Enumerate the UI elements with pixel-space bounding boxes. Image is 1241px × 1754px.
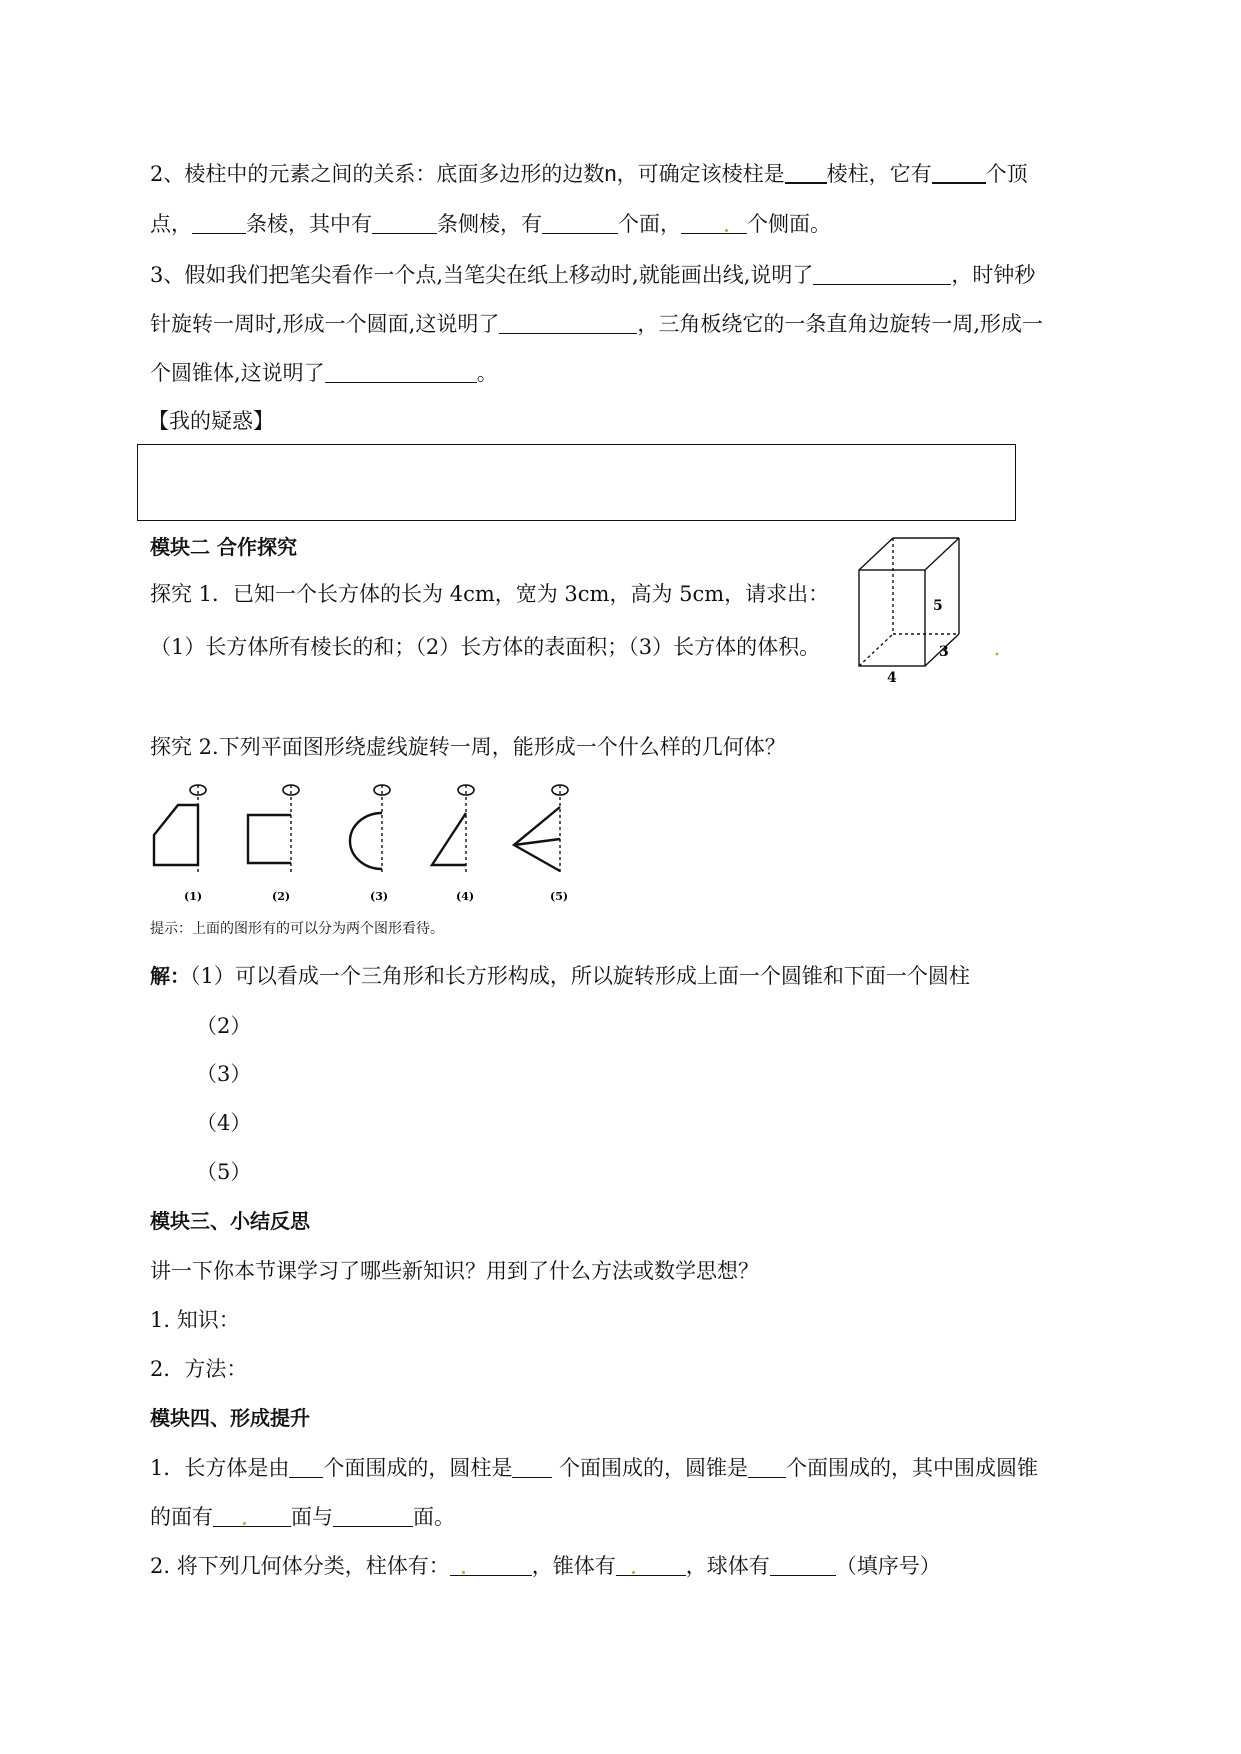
m4-q1-line2	[150, 1506, 455, 1528]
m4-q1-text: 个面围成的，其中围成圆锥	[786, 1456, 1039, 1480]
q3-text: 。	[476, 361, 498, 385]
answer-blank[interactable]	[770, 1555, 836, 1576]
figure-4-right-triangle	[432, 785, 474, 875]
module3-title: 模块三、小结反思	[150, 1209, 310, 1233]
m4-q1-text: 的面有	[150, 1505, 213, 1529]
answer-item: （5）	[196, 1160, 252, 1184]
figure-2-rectangle	[248, 785, 299, 875]
q2-text: 条棱，其中有	[246, 212, 372, 236]
module4-title: 模块四、形成提升	[150, 1406, 310, 1430]
doubt-input-box[interactable]	[137, 444, 1016, 521]
hint-text: 提示：上面的图形有的可以分为两个图形看待。	[150, 921, 444, 937]
answer-blank[interactable]	[813, 264, 951, 285]
q2-line2	[150, 213, 831, 235]
m4-q1-text: 1．长方体是由	[150, 1456, 290, 1480]
answer-blank[interactable]	[450, 1555, 532, 1576]
q2-text: ，可确定该棱柱是	[616, 162, 785, 186]
q3-text: ，时钟秒	[951, 263, 1036, 287]
figure-1-trapezoid	[154, 785, 206, 875]
answer-1-text: （1）可以看成一个三角形和长方形构成，所以旋转形成上面一个圆锥和下面一个圆柱	[190, 964, 970, 988]
m4-q2-line	[150, 1555, 941, 1577]
answer-blank[interactable]	[192, 213, 246, 234]
answer-blank[interactable]	[932, 162, 986, 184]
m4-q1-text: 面。	[413, 1505, 455, 1529]
doubt-label: 【我的疑惑】	[148, 409, 274, 433]
answer-item: （3）	[196, 1062, 252, 1086]
cuboid-figure	[855, 534, 1015, 684]
answer-item: （4）	[196, 1111, 252, 1135]
m4-q2-text: ，锥体有	[531, 1554, 616, 1578]
figure-label: (5)	[550, 890, 569, 903]
figure-label: (2)	[272, 890, 291, 903]
m4-q2-text: 2. 将下列几何体分类，柱体有：	[150, 1554, 450, 1578]
q3-line2	[150, 313, 1043, 335]
knowledge-label: 1. 知识：	[150, 1308, 240, 1332]
m4-q2-text: （填序号）	[835, 1554, 941, 1578]
q3-text: 个圆锥体,这说明了	[150, 361, 325, 385]
marker-dot	[632, 1571, 635, 1574]
cuboid-height-label: 5	[933, 598, 943, 614]
answer-blank[interactable]	[512, 1457, 552, 1478]
method-label: 2．方法：	[150, 1357, 248, 1381]
q3-line3	[150, 362, 498, 384]
explore2-question: 探究 2.下列平面图形绕虚线旋转一周，能形成一个什么样的几何体？	[150, 735, 786, 759]
answer-blank[interactable]	[681, 213, 747, 234]
m4-q1-text: 个面围成的，圆锥是	[552, 1456, 749, 1480]
q3-line1	[150, 264, 1035, 286]
marker-dot	[996, 653, 999, 656]
marker-dot	[243, 1522, 246, 1525]
answer-blank[interactable]	[325, 362, 477, 383]
figure-label: (3)	[370, 890, 389, 903]
cuboid-front-face	[859, 570, 925, 666]
figure-3-semicircle	[350, 785, 390, 875]
m4-q2-text: ，球体有	[685, 1554, 770, 1578]
figure-label: (4)	[456, 890, 475, 903]
q3-text: 3、假如我们把笔尖看作一个点,当笔尖在纸上移动时,就能画出线,说明了	[150, 263, 814, 287]
answer-label: 解：	[150, 964, 190, 988]
rotation-figures	[148, 775, 598, 903]
figure-label: (1)	[184, 890, 203, 903]
q2-line1	[150, 162, 1028, 185]
answer-1	[150, 966, 970, 987]
q2-text: 棱柱，它有	[826, 162, 932, 186]
answer-blank[interactable]	[289, 1457, 323, 1478]
answer-item: （2）	[196, 1014, 252, 1038]
q2-text: 条侧棱，有	[437, 212, 542, 236]
figure-5-triangle	[514, 785, 568, 875]
module3-prompt: 讲一下你本节课学习了哪些新知识？用到了什么方法或数学思想？	[150, 1259, 759, 1283]
variable-n: n	[604, 161, 617, 186]
q2-text: 2、棱柱中的元素之间的关系：底面多边形的边数	[150, 162, 605, 186]
marker-dot	[725, 229, 728, 232]
explore1-question: 探究 1．已知一个长方体的长为 4cm，宽为 3cm，高为 5cm，请求出：	[150, 582, 830, 606]
q3-text: 针旋转一周时,形成一个圆面,这说明了	[150, 312, 500, 336]
q3-text: ，三角板绕它的一条直角边旋转一周,形成一	[637, 312, 1044, 336]
marker-dot	[462, 1571, 465, 1574]
cuboid-length-label: 4	[887, 670, 897, 684]
answer-blank[interactable]	[213, 1506, 291, 1527]
q2-text: 个侧面。	[747, 212, 831, 236]
m4-q1-text: 个面围成的，圆柱是	[323, 1456, 513, 1480]
m4-q1-line1	[150, 1457, 1038, 1479]
answer-blank[interactable]	[372, 213, 437, 234]
answer-blank[interactable]	[748, 1457, 786, 1478]
answer-blank[interactable]	[499, 313, 637, 334]
q2-text: 个面，	[618, 212, 681, 236]
answer-blank[interactable]	[333, 1506, 413, 1527]
module2-title: 模块二 合作探究	[150, 535, 297, 559]
explore1-tasks: （1）长方体所有棱长的和；（2）长方体的表面积；（3）长方体的体积。	[150, 635, 821, 659]
q2-text: 点，	[150, 212, 192, 236]
answer-blank[interactable]	[542, 213, 618, 234]
q2-text: 个顶	[985, 162, 1028, 186]
answer-blank[interactable]	[616, 1555, 686, 1576]
cuboid-width-label: 3	[939, 644, 949, 660]
answer-blank[interactable]	[785, 162, 827, 184]
m4-q1-text: 面与	[291, 1505, 333, 1529]
